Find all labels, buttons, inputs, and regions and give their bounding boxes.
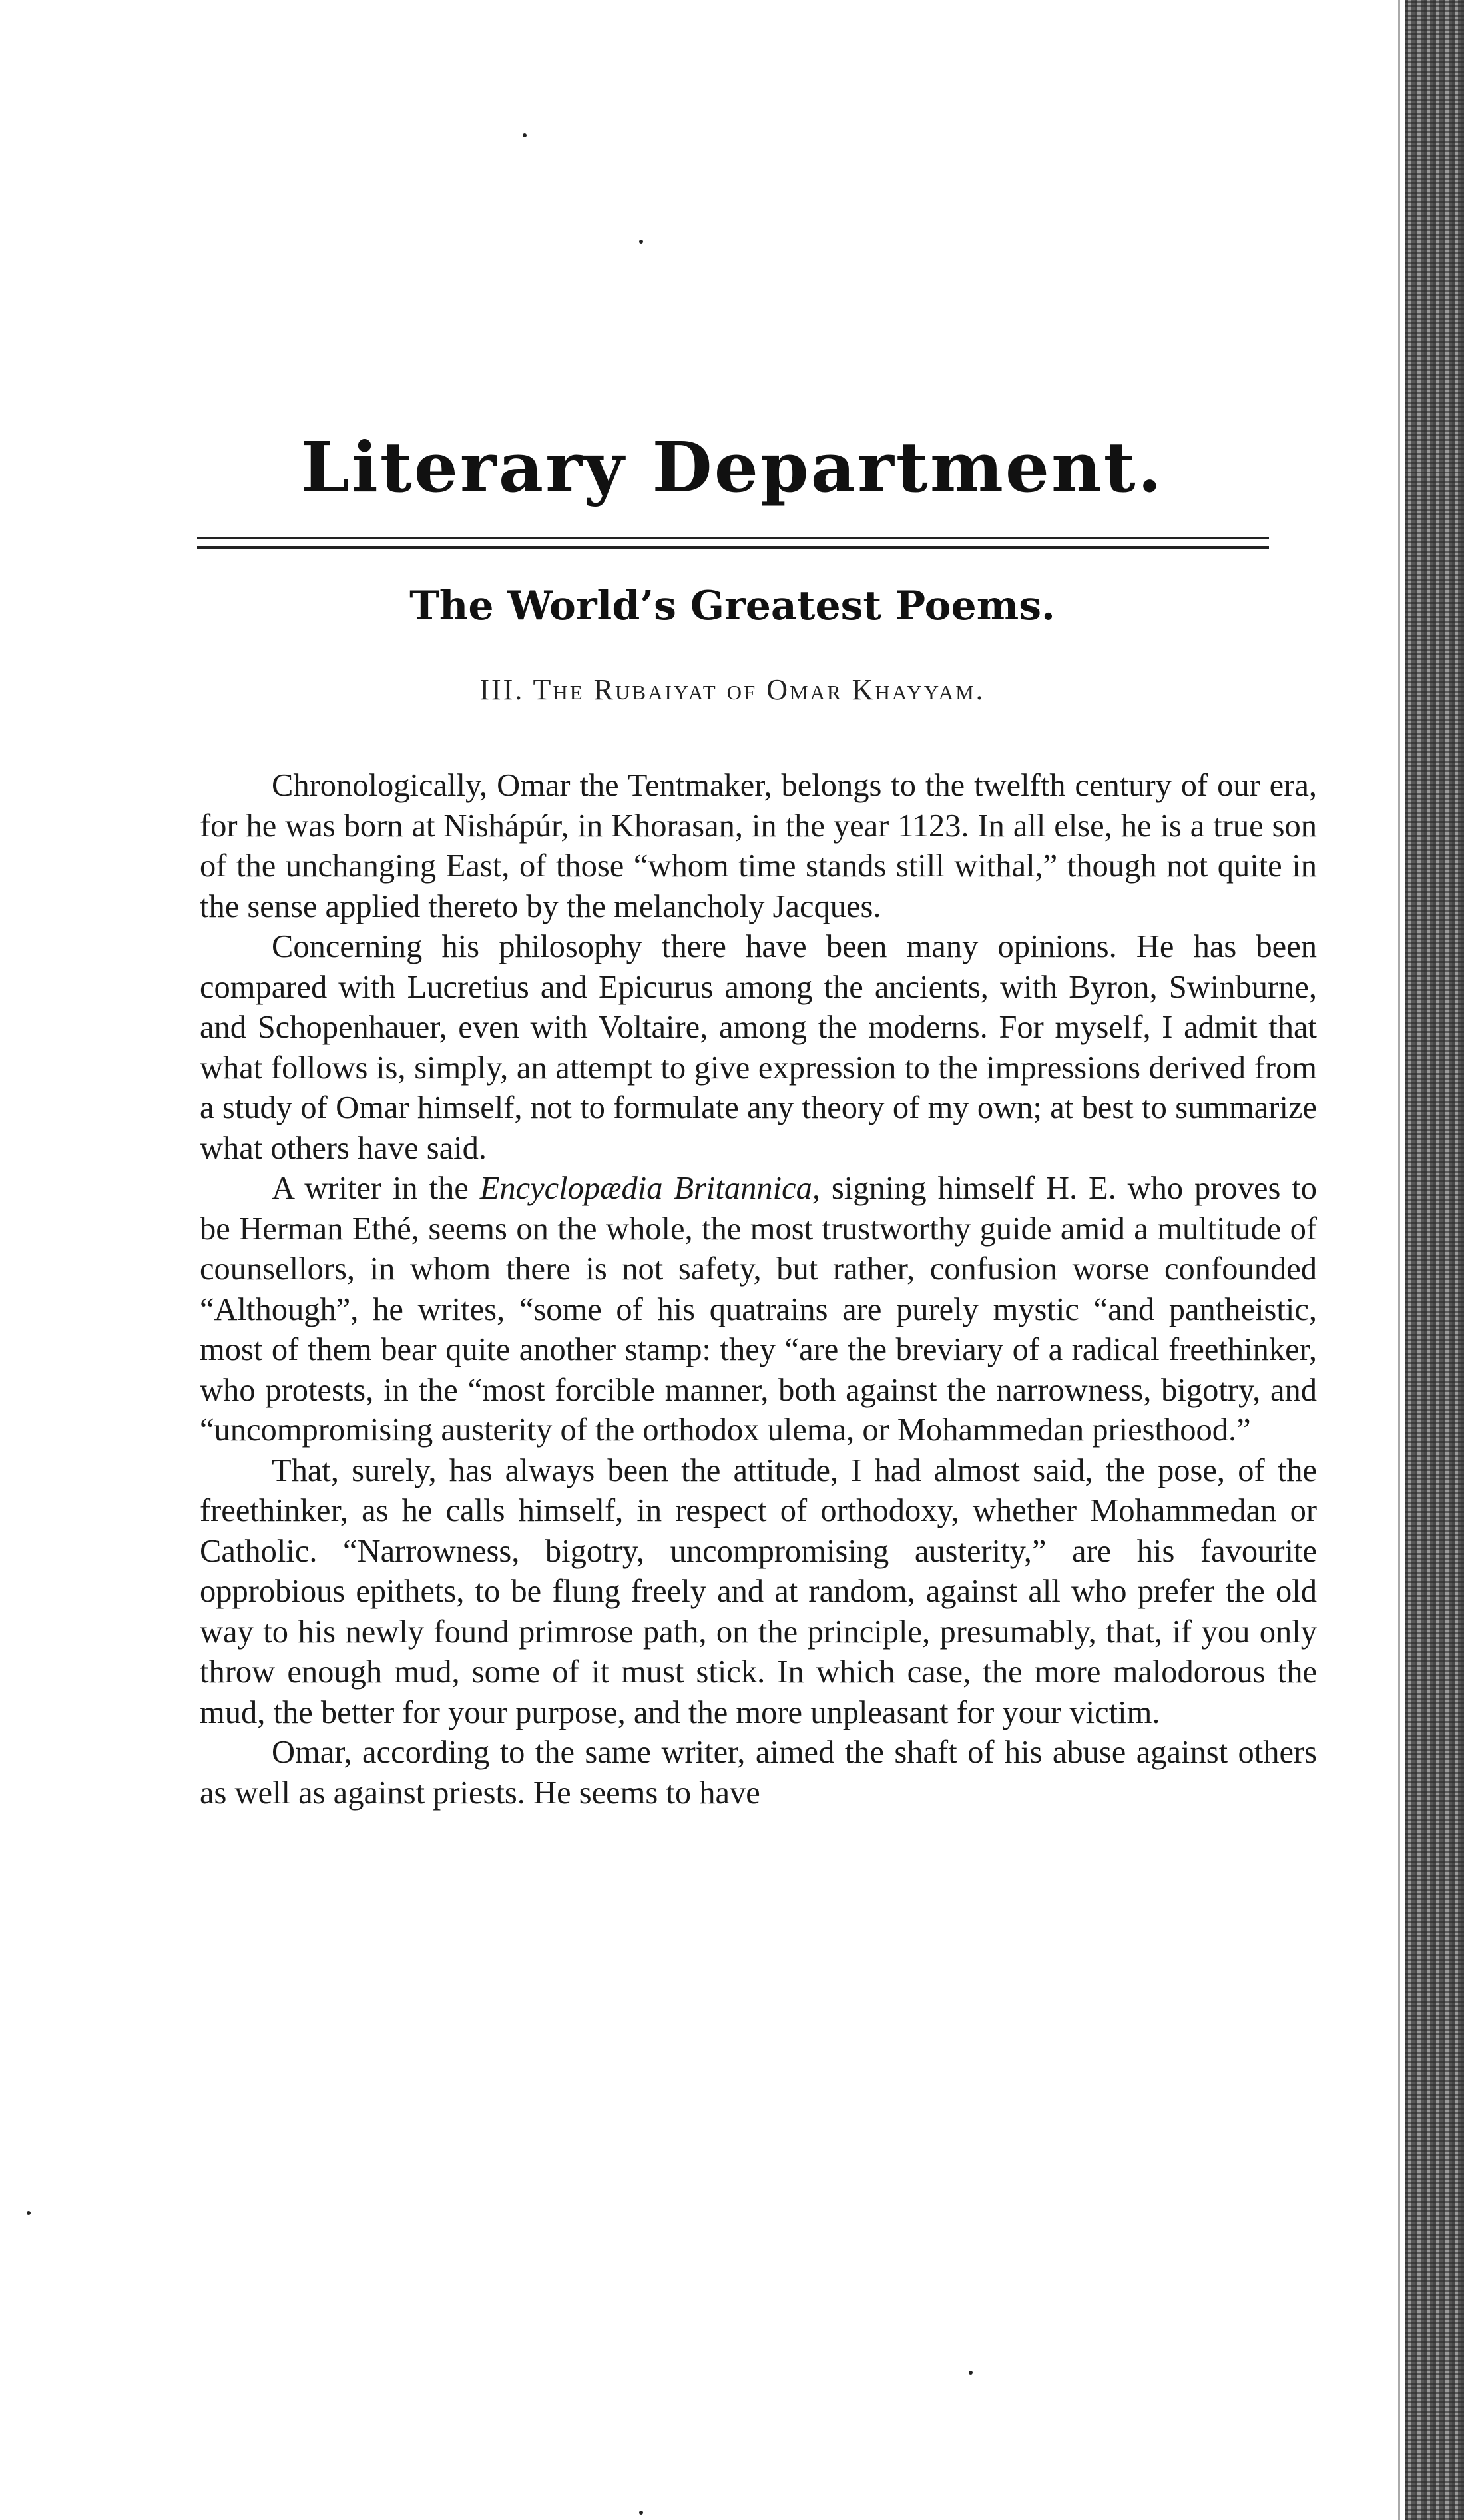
paragraph (200, 1169, 1317, 1451)
paragraph: Omar, according to the same writer, aimed the shaft of his abuse against others as well as against priests. He seems to have (200, 1735, 1317, 1811)
page-edge-line (1398, 0, 1400, 2520)
department-heading: Literary Department. (301, 426, 1164, 508)
paragraph-text: A writer in the (272, 1171, 480, 1206)
scan-speck (639, 240, 643, 244)
paragraph: That, surely, has always been the attitude, I had almost said, the pose, of the freethinker, as he calls himself, in respect of orthodoxy, whether Mohammedan or Catholic. “Narrowness, bigotry, uncompromising austerity,” are his favourite opprobious epithets, to be flung freely and at random, against all who prefer the old way to his newly found primrose path, on the principle, presumably, that, if you only throw enough mud, some of it must stick. In which case, the more malodorous the mud, the better for your purpose, and the more unpleasant for your victim. (200, 1452, 1317, 1730)
scan-speck (639, 2511, 643, 2515)
article-body (200, 766, 1317, 1813)
scan-speck (969, 2371, 973, 2375)
page-edge-strip (1405, 0, 1464, 2520)
paragraph: Concerning his philosophy there have been many opinions. He has been compared with Lucretius and Epicurus among the ancients, with Byron, Swinburne, and Schopenhauer, even with Voltaire, among the moderns. For myself, I admit that what follows is, simply, an attempt to give expression to the impressions derived from a study of Omar himself, not to formulate any theory of my own; at best to summarize what others have said. (200, 929, 1317, 1166)
heading-rule (197, 537, 1269, 549)
series-title: The World’s Greatest Poems. (409, 583, 1055, 629)
scan-speck (523, 133, 527, 137)
encyclopaedia-title: Encyclopædia Britannica, (479, 1171, 820, 1206)
paragraph: Chronologically, Omar the Tentmaker, belongs to the twelfth century of our era, for he was born at Nishápúr, in Khorasan, in the year 1123. In all else, he is a true son of the unchanging East, of those “whom time stands still withal,” though not quite in the sense applied thereto by the melancholy Jacques. (200, 768, 1317, 924)
paragraph-text: signing himself H. E. who proves to be Herman Ethé, seems on the whole, the most trustworthy guide amid a multitude of counsellors, in whom there is not safety, but rather, confusion worse confounded “Although”, he writes, “some of his quatrains are purely mystic “and pantheistic, most of them bear quite another stamp: they “are the breviary of a radical freethinker, who protests, in the “most forcible manner, both against the narrowness, bigotry, and “uncompromising austerity of the orthodox ulema, or Mohammedan priesthood.” (200, 1171, 1317, 1448)
part-title: III. The Rubaiyat of Omar Khayyam. (479, 673, 985, 706)
scan-speck (27, 2211, 31, 2215)
